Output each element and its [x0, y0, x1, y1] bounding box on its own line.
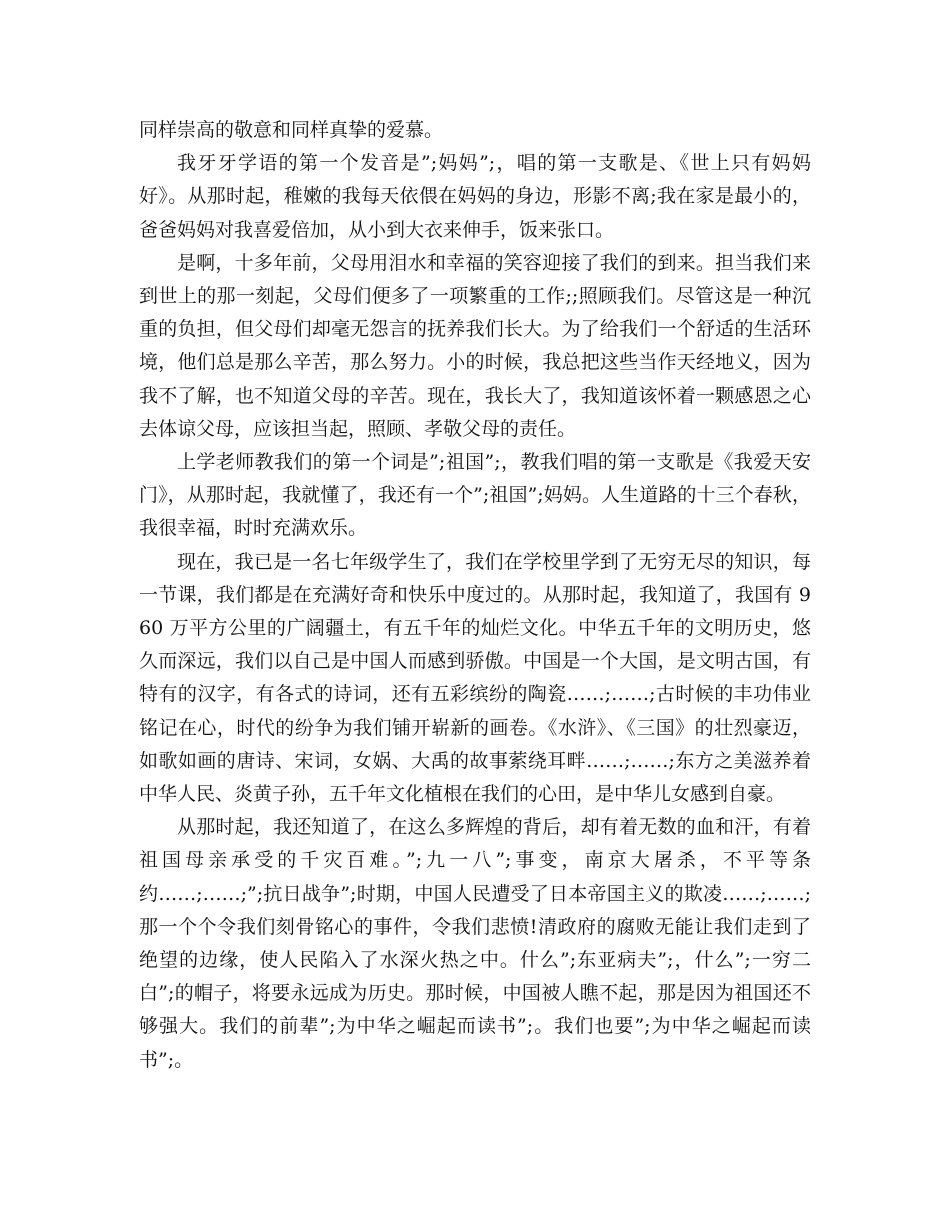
paragraph: 从那时起，我还知道了，在这么多辉煌的背后，却有着无数的血和汗，有着祖国母亲承受的千灾百难。”;九一八”;事变，南京大屠杀，不平等条约……;……;”;抗日战争”;时期，中国人民遭受了日本帝国主义的欺凌……;……;那一个个令我们刻骨铭心的事件，令我们悲愤!清政府的腐败无能让我们走到了绝望的边缘，使人民陷入了水深火热之中。什么”;东亚病夫”;，什么”;一穷二白”;的帽子，将要永远成为历史。那时候，中国被人瞧不起，那是因为祖国还不够强大。我们的前辈”;为中华之崛起而读书”;。我们也要”;为中华之崛起而读书”;。 [139, 816, 811, 1071]
document-page [139, 114, 811, 1077]
paragraph: 同样崇高的敬意和同样真挚的爱慕。 [139, 119, 444, 141]
paragraph: 我牙牙学语的第一个发音是”;妈妈”;，唱的第一支歌是、《世上只有妈妈好》。从那时起，稚嫩的我每天依偎在妈妈的身边，形影不离;我在家是最小的，爸爸妈妈对我喜爱倍加，从小到大衣来伸手，饭来张口。 [139, 152, 811, 241]
paragraph: 是啊，十多年前，父母用泪水和幸福的笑容迎接了我们的到来。担当我们来到世上的那一刻起，父母们便多了一项繁重的工作;;照顾我们。尽管这是一种沉重的负担，但父母们却毫无怨言的抚养我们长大。为了给我们一个舒适的生活环境，他们总是那么辛苦，那么努力。小的时候，我总把这些当作天经地义，因为我不了解，也不知道父母的辛苦。现在，我长大了，我知道该怀着一颗感恩之心去体谅父母，应该担当起，照顾、孝敬父母的责任。 [139, 251, 811, 440]
paragraph: 现在，我已是一名七年级学生了，我们在学校里学到了无穷无尽的知识，每一节课，我们都是在充满好奇和快乐中度过的。从那时起，我知道了，我国有 960 万平方公里的广阔疆土，有五千年的灿烂文化。中华五千年的文明历史，悠久而深远，我们以自己是中国人而感到骄傲。中国是一个大国，是文明古国，有特有的汉字，有各式的诗词，还有五彩缤纷的陶瓷……;……;古时候的丰功伟业铭记在心，时代的纷争为我们铺开崭新的画卷。《水浒》、《三国》的壮烈豪迈，如歌如画的唐诗、宋词，女娲、大禹的故事萦绕耳畔……;……;东方之美滋养着中华人民、炎黄子孙，五千年文化植根在我们的心田，是中华儿女感到自豪。 [139, 550, 811, 806]
paragraph: 上学老师教我们的第一个词是”;祖国”;，教我们唱的第一支歌是《我爱天安门》，从那时起，我就懂了，我还有一个”;祖国”;妈妈。人生道路的十三个春秋，我很幸福，时时充满欢乐。 [139, 451, 811, 540]
